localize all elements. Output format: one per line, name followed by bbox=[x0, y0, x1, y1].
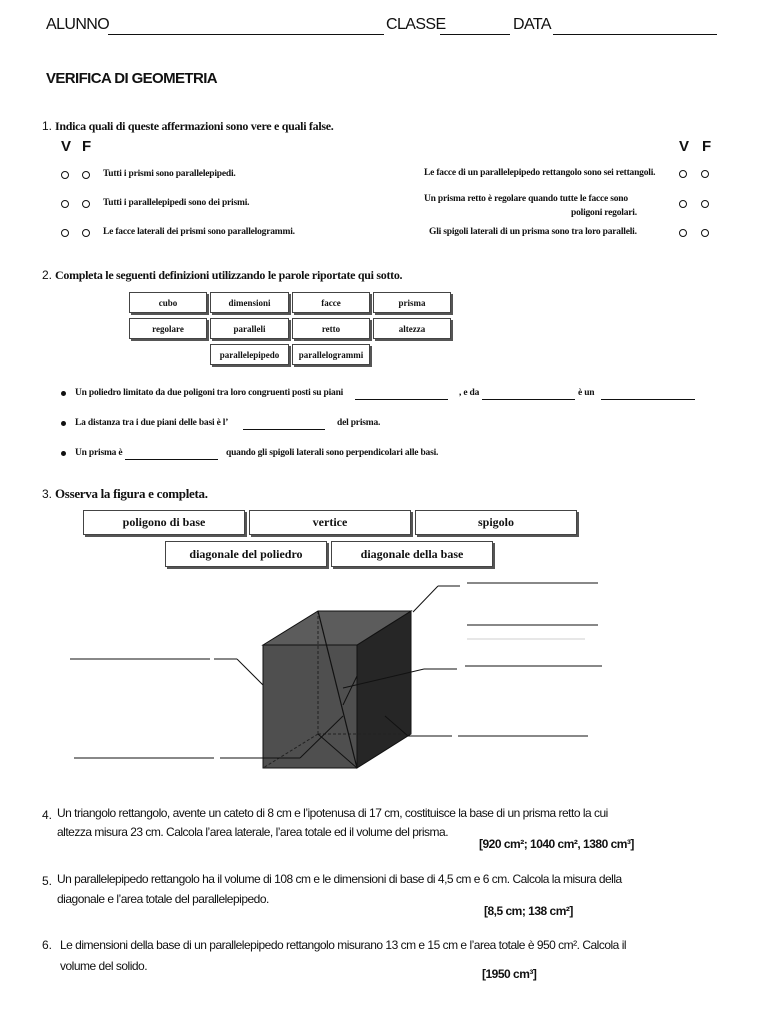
statement-right-3: Gli spigoli laterali di un prisma sono tra loro paralleli. bbox=[429, 227, 637, 237]
word-card-poligono-di-base[interactable]: poligono di base bbox=[83, 510, 245, 535]
bullet-3 bbox=[61, 451, 66, 456]
q6-line1: Le dimensioni della base di un parallelepipedo rettangolo misurano 13 cm e 15 cm e l’area totale è 950 cm². Calcola il bbox=[60, 938, 627, 952]
q6-number: 6. bbox=[42, 938, 53, 952]
radio-f-1[interactable] bbox=[82, 171, 90, 179]
f-header-right: F bbox=[702, 138, 712, 155]
q4-answer: [920 cm²; 1040 cm², 1380 cm³] bbox=[479, 837, 634, 851]
q6-line2: volume del solido. bbox=[60, 959, 148, 973]
def1-blank-2[interactable] bbox=[482, 399, 575, 400]
radio-v-2[interactable] bbox=[61, 200, 69, 208]
q2-text: Completa le seguenti definizioni utilizzando le parole riportate qui sotto. bbox=[55, 268, 403, 282]
radio-f-6[interactable] bbox=[701, 229, 709, 237]
statement-right-1: Le facce di un parallelepipedo rettangolo sono sei rettangoli. bbox=[424, 168, 656, 178]
def1-text-c: è un bbox=[578, 388, 595, 398]
statement-right-2: Un prisma retto è regolare quando tutte le facce sono bbox=[424, 194, 628, 204]
statement-left-1: Tutti i prismi sono parallelepipedi. bbox=[103, 169, 236, 179]
v-header-left: V bbox=[61, 138, 72, 155]
q6-answer: [1950 cm³] bbox=[482, 967, 537, 981]
alunno-label: ALUNNO bbox=[46, 16, 110, 33]
word-card-vertice[interactable]: vertice bbox=[249, 510, 411, 535]
def3-text-b: quando gli spigoli laterali sono perpendicolari alle basi. bbox=[226, 448, 439, 458]
radio-v-4[interactable] bbox=[679, 170, 687, 178]
q2-number: 2. bbox=[42, 268, 53, 282]
word-card-dimensioni[interactable]: dimensioni bbox=[210, 292, 289, 313]
cube-front-face bbox=[263, 645, 357, 768]
radio-f-5[interactable] bbox=[701, 200, 709, 208]
bullet-1 bbox=[61, 391, 66, 396]
radio-v-3[interactable] bbox=[61, 229, 69, 237]
radio-f-2[interactable] bbox=[82, 200, 90, 208]
q4-line2: altezza misura 23 cm. Calcola l’area laterale, l’area totale ed il volume del prisma. bbox=[57, 825, 449, 839]
def2-text-a: La distanza tra i due piani delle basi è l’ bbox=[75, 418, 229, 428]
word-card-parallelogrammi[interactable]: parallelogrammi bbox=[292, 344, 370, 365]
cube-figure bbox=[0, 570, 768, 770]
word-card-diagonale-del-poliedro[interactable]: diagonale del poliedro bbox=[165, 541, 327, 567]
def1-text-a: Un poliedro limitato da due poligoni tra loro congruenti posti su piani bbox=[75, 388, 344, 398]
def1-blank-3[interactable] bbox=[601, 399, 695, 400]
radio-f-4[interactable] bbox=[701, 170, 709, 178]
bullet-2 bbox=[61, 421, 66, 426]
word-card-parallelepipedo[interactable]: parallelepipedo bbox=[210, 344, 289, 365]
radio-f-3[interactable] bbox=[82, 229, 90, 237]
def2-text-b: del prisma. bbox=[337, 418, 381, 428]
word-card-prisma[interactable]: prisma bbox=[373, 292, 451, 313]
statement-right-2b: poligoni regolari. bbox=[571, 208, 637, 218]
word-card-facce[interactable]: facce bbox=[292, 292, 370, 313]
data-label: DATA bbox=[513, 16, 551, 33]
classe-field[interactable] bbox=[440, 34, 510, 35]
alunno-field[interactable] bbox=[108, 34, 384, 35]
q1-text: Indica quali di queste affermazioni sono vere e quali false. bbox=[55, 119, 334, 133]
radio-v-6[interactable] bbox=[679, 229, 687, 237]
word-card-cubo[interactable]: cubo bbox=[129, 292, 207, 313]
q3-text: Osserva la figura e completa. bbox=[55, 486, 208, 501]
q5-line2: diagonale e l’area totale del parallelepipedo. bbox=[57, 892, 269, 906]
word-card-diagonale-della-base[interactable]: diagonale della base bbox=[331, 541, 493, 567]
q4-number: 4. bbox=[42, 808, 53, 822]
def3-blank[interactable] bbox=[125, 459, 218, 460]
q5-number: 5. bbox=[42, 874, 53, 888]
radio-v-1[interactable] bbox=[61, 171, 69, 179]
word-card-spigolo[interactable]: spigolo bbox=[415, 510, 577, 535]
classe-label: CLASSE bbox=[386, 16, 446, 33]
q1-number: 1. bbox=[42, 119, 53, 133]
word-card-altezza[interactable]: altezza bbox=[373, 318, 451, 339]
statement-left-3: Le facce laterali dei prismi sono parallelogrammi. bbox=[103, 227, 295, 237]
q5-line1: Un parallelepipedo rettangolo ha il volume di 108 cm e le dimensioni di base di 4,5 cm e 6 cm. Calcola la misura della bbox=[57, 872, 622, 886]
page-title: VERIFICA DI GEOMETRIA bbox=[46, 70, 218, 87]
def3-text-a: Un prisma è bbox=[75, 448, 123, 458]
def1-text-b: , e da bbox=[459, 388, 480, 398]
word-card-paralleli[interactable]: paralleli bbox=[210, 318, 289, 339]
q5-answer: [8,5 cm; 138 cm²] bbox=[484, 904, 573, 918]
word-card-regolare[interactable]: regolare bbox=[129, 318, 207, 339]
pointer-left-1 bbox=[237, 659, 263, 685]
statement-left-2: Tutti i parallelepipedi sono dei prismi. bbox=[103, 198, 250, 208]
q3-number: 3. bbox=[42, 487, 53, 501]
data-field[interactable] bbox=[553, 34, 717, 35]
def2-blank[interactable] bbox=[243, 429, 325, 430]
pointer-right-1 bbox=[413, 586, 438, 612]
f-header-left: F bbox=[82, 138, 92, 155]
def1-blank-1[interactable] bbox=[355, 399, 448, 400]
v-header-right: V bbox=[679, 138, 690, 155]
q4-line1: Un triangolo rettangolo, avente un cateto di 8 cm e l’ipotenusa di 17 cm, costituisce la base di un prisma retto la cui bbox=[57, 806, 608, 820]
radio-v-5[interactable] bbox=[679, 200, 687, 208]
word-card-retto[interactable]: retto bbox=[292, 318, 370, 339]
